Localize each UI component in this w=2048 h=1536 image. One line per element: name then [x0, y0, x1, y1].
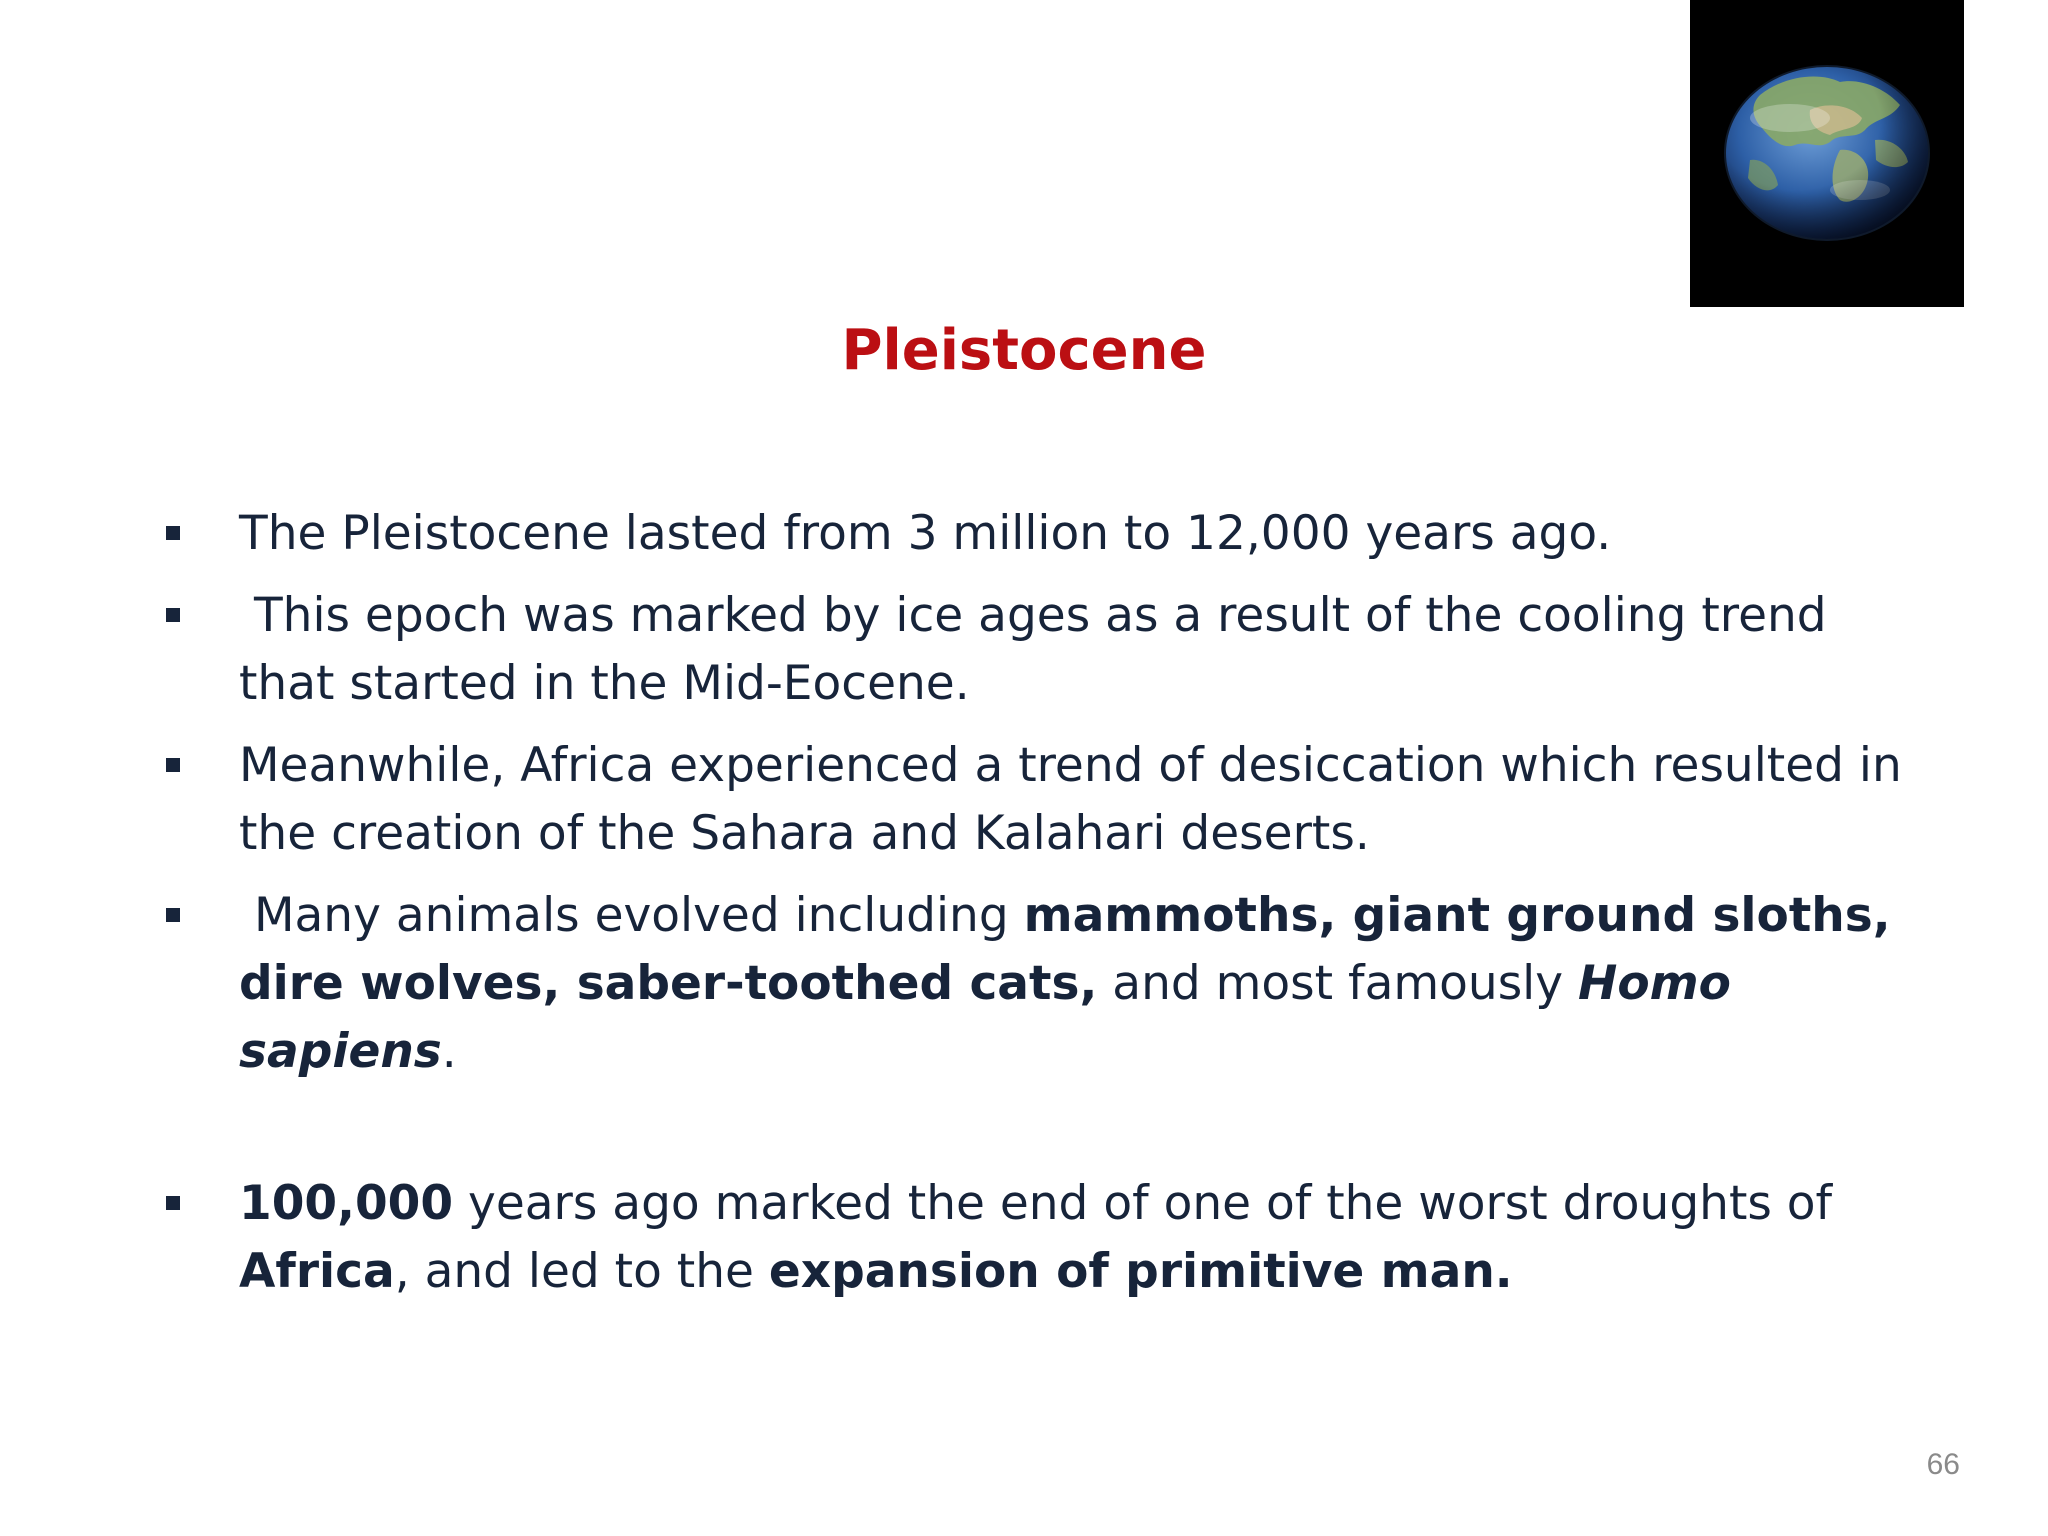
bullet-text-bold: 100,000 — [239, 1176, 454, 1231]
earth-globe-icon — [1690, 0, 1964, 307]
square-bullet-icon — [166, 1196, 180, 1210]
bullet-text: This epoch was marked by ice ages as a result of the cooling trend that started in the Mid-Eocene. — [239, 588, 1842, 711]
bullet-text: Meanwhile, Africa experienced a trend of desiccation which resulted in the creation of the Sahara and Kalahari deserts. — [239, 738, 1902, 861]
bullet-text-bold: Africa — [239, 1244, 395, 1299]
bullet-text-bold: expansion of primitive man. — [768, 1244, 1513, 1299]
bullet-text: , and led to the — [394, 1244, 769, 1299]
bullet-text-bold-italic: Homo sapiens — [239, 956, 1731, 1079]
bullet-text: . — [441, 1024, 457, 1079]
bullet-text: years ago marked the end of one of the worst droughts of — [453, 1176, 1848, 1231]
earth-image — [1690, 0, 1964, 307]
bullet-item — [162, 732, 1902, 868]
square-bullet-icon — [166, 908, 180, 922]
square-bullet-icon — [166, 526, 180, 540]
bullet-item — [162, 882, 1902, 1086]
bullet-item — [162, 500, 1902, 568]
slide-title: Pleistocene — [841, 318, 1207, 383]
bullet-text: and most famously — [1097, 956, 1578, 1011]
square-bullet-icon — [166, 758, 180, 772]
page-number: 66 — [1926, 1448, 1960, 1481]
bullet-list — [162, 500, 1902, 1320]
bullet-item — [162, 1170, 1902, 1306]
bullet-text-bold: mammoths, giant ground sloths, dire wolves, saber-toothed cats, — [239, 888, 1891, 1011]
bullet-text: The Pleistocene lasted from 3 million to 12,000 years ago. — [239, 506, 1612, 561]
bullet-text: Many animals evolved including — [239, 888, 1024, 943]
bullet-item — [162, 582, 1902, 718]
square-bullet-icon — [166, 608, 180, 622]
